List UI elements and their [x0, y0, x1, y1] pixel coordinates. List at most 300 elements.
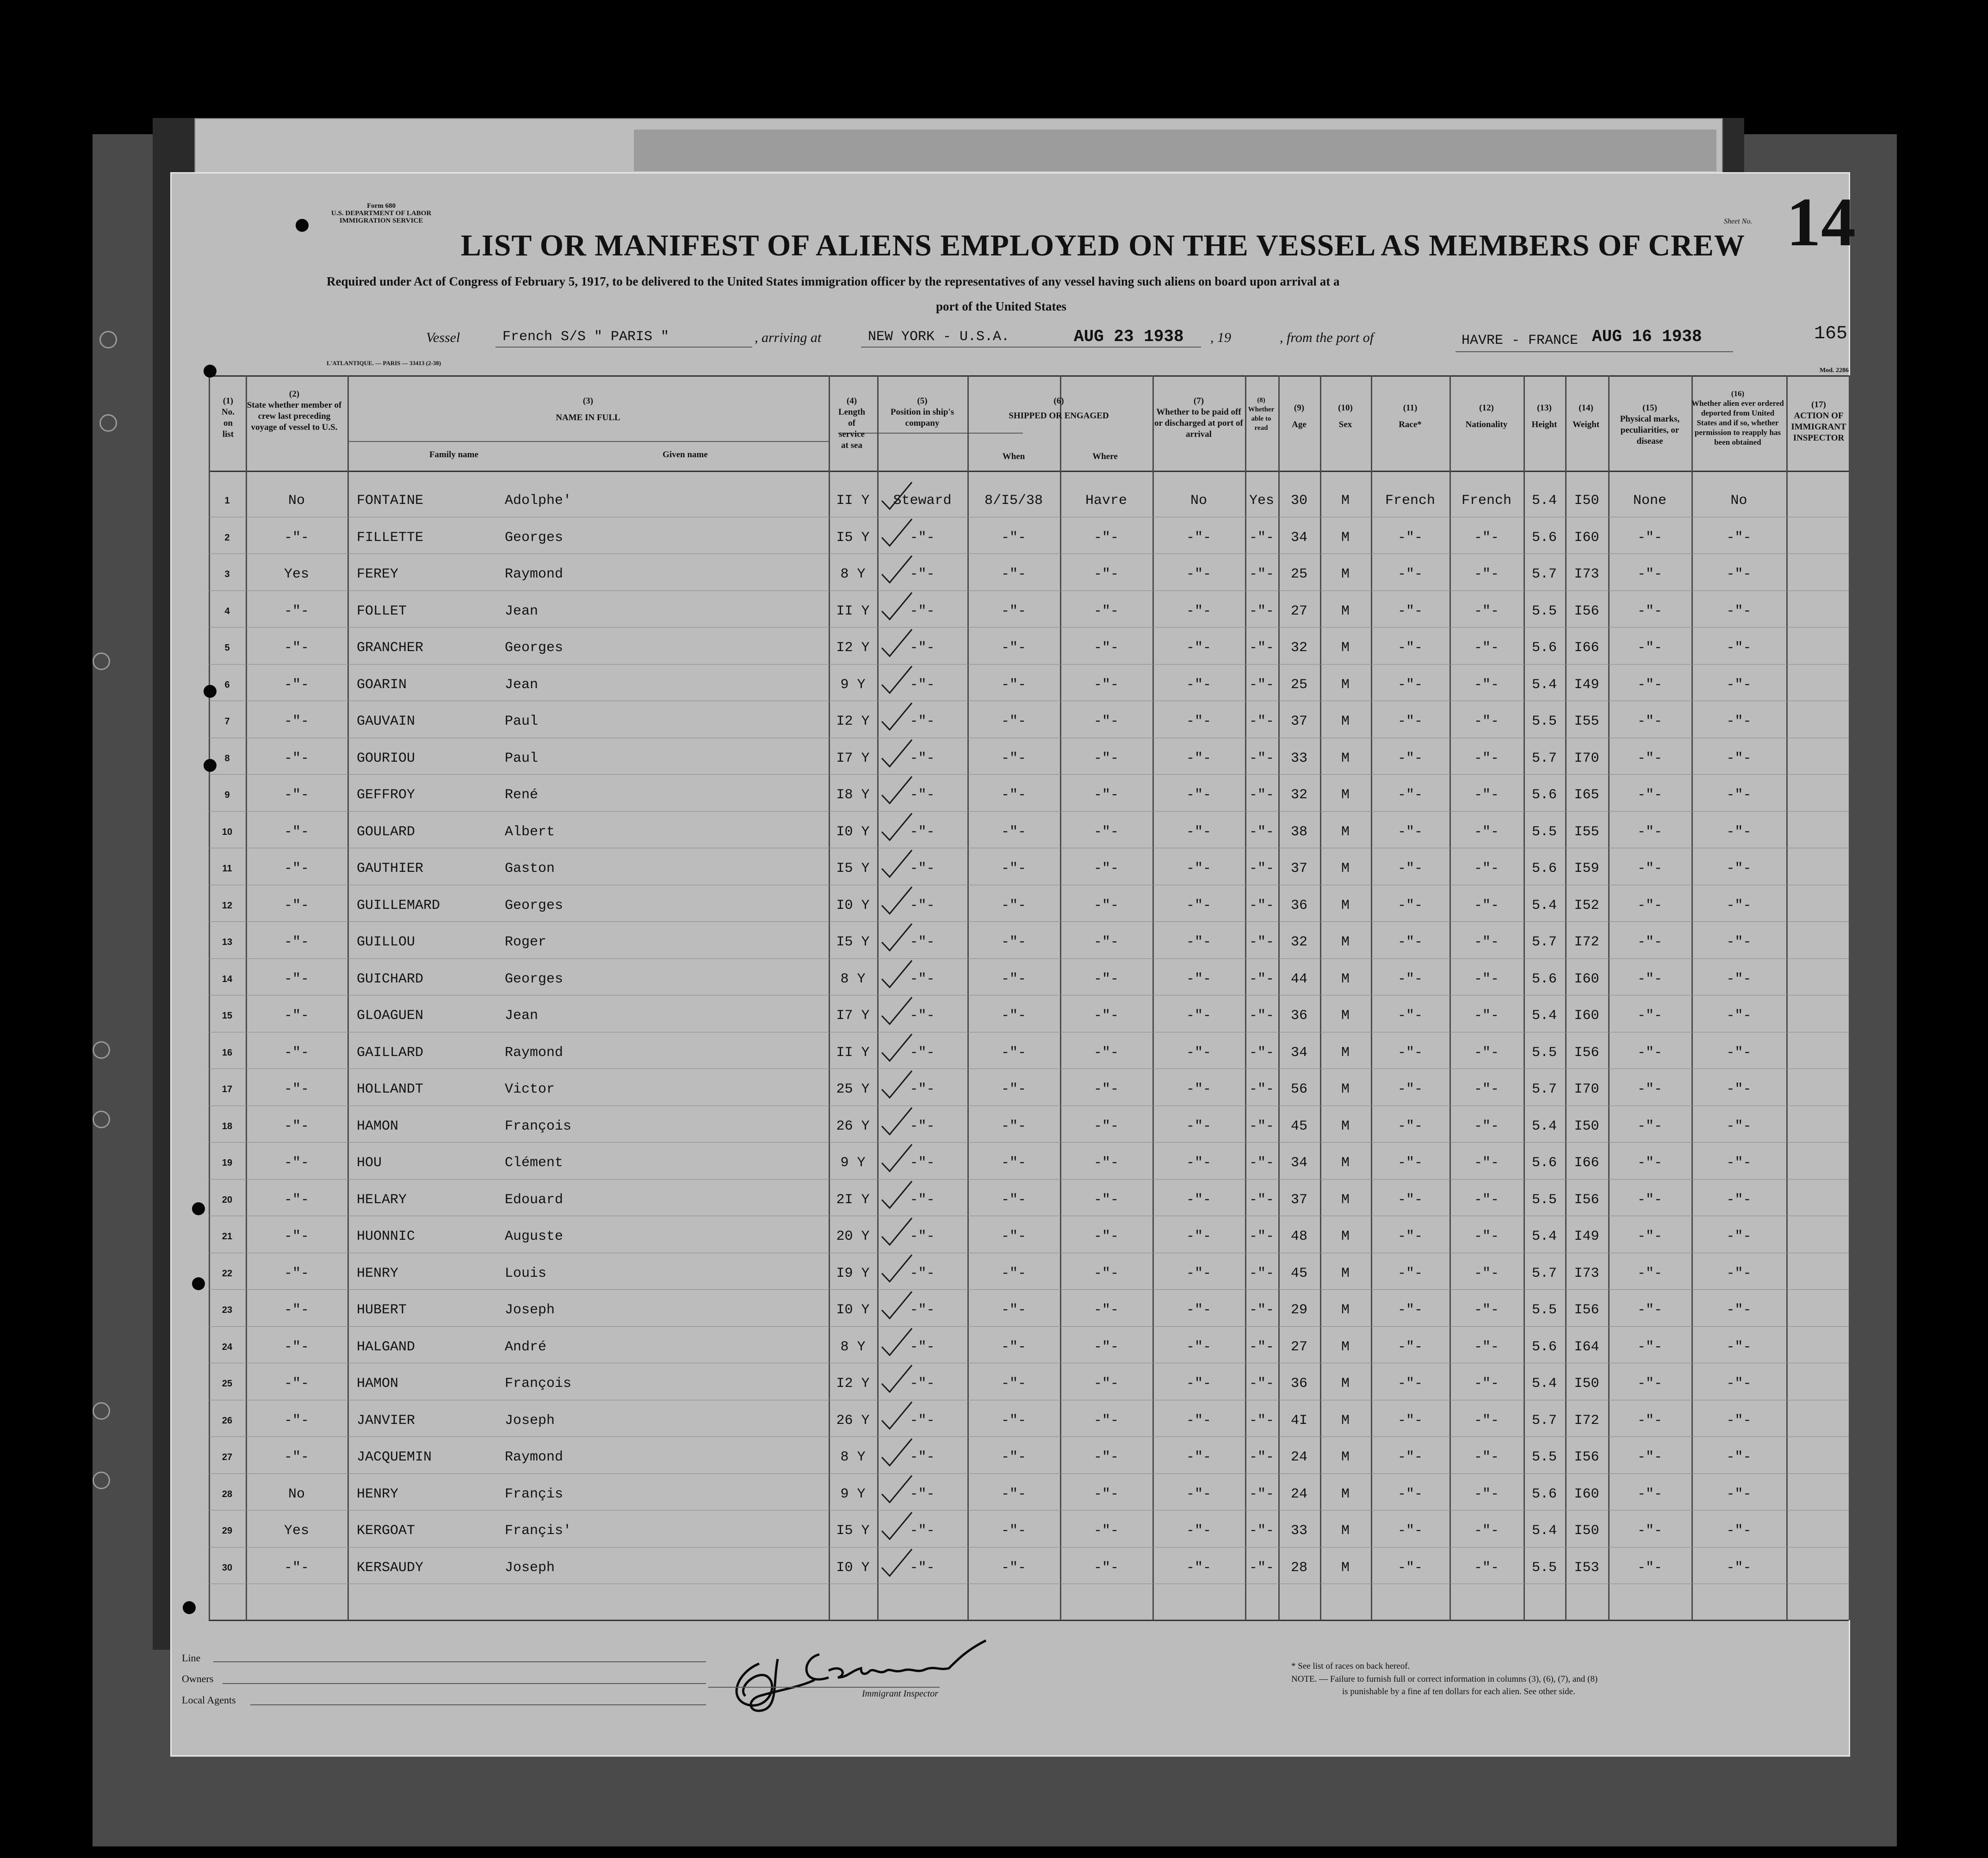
- cell-position: -"-: [910, 1302, 935, 1318]
- cell-prev: -"-: [284, 1155, 309, 1171]
- cell-race: -"-: [1397, 750, 1423, 766]
- cell-marks: -"-: [1637, 934, 1662, 950]
- cell-sex: M: [1341, 1081, 1350, 1097]
- check-mark: [882, 1181, 912, 1208]
- cell-sex: M: [1341, 493, 1350, 509]
- cell-read: -"-: [1249, 529, 1274, 546]
- check-mark: [882, 1144, 912, 1171]
- col6b-header: Where: [1092, 452, 1118, 461]
- cell-read: -"-: [1249, 1449, 1274, 1465]
- cell-age: 30: [1290, 493, 1307, 509]
- cell-weight: I73: [1574, 1265, 1599, 1281]
- cell-given: Louis: [505, 1265, 547, 1281]
- cell-prev: Yes: [284, 566, 309, 582]
- cell-sex: M: [1341, 1008, 1350, 1024]
- cell-deported: -"-: [1726, 787, 1752, 803]
- col17-header: (17) ACTION OF IMMIGRANT INSPECTOR: [1791, 400, 1846, 443]
- cell-family: HOU: [357, 1155, 382, 1171]
- cell-deported: -"-: [1726, 1155, 1752, 1171]
- cell-service: I2 Y: [836, 1376, 870, 1392]
- cell-paid: -"-: [1186, 1265, 1211, 1281]
- cell-nat: -"-: [1474, 934, 1499, 950]
- cell-weight: I50: [1574, 1376, 1599, 1392]
- arriving-label: , arriving at: [755, 330, 822, 345]
- cell-service: 26 Y: [836, 1412, 870, 1429]
- cell-n: 19: [222, 1158, 233, 1168]
- cell-age: 32: [1290, 640, 1307, 656]
- cell-where: -"-: [1093, 750, 1119, 766]
- cell-family: HENRY: [357, 1486, 399, 1502]
- cell-marks: -"-: [1637, 787, 1662, 803]
- cell-prev: -"-: [284, 1081, 309, 1097]
- cell-marks: -"-: [1637, 1339, 1662, 1355]
- check-mark: [882, 482, 912, 509]
- cell-race: -"-: [1397, 1339, 1423, 1355]
- cell-age: 33: [1290, 750, 1307, 766]
- cell-family: GOURIOU: [357, 750, 415, 766]
- cell-sex: M: [1341, 1376, 1350, 1392]
- cell-where: -"-: [1093, 1449, 1119, 1465]
- cell-n: 22: [222, 1268, 233, 1279]
- cell-deported: -"-: [1726, 1486, 1752, 1502]
- cell-weight: I50: [1574, 1523, 1599, 1539]
- cell-prev: -"-: [284, 750, 309, 766]
- cell-race: -"-: [1397, 1302, 1423, 1318]
- col12-header: (12) Nationality: [1465, 403, 1508, 429]
- check-mark: [882, 1218, 912, 1245]
- cell-nat: -"-: [1474, 1118, 1499, 1134]
- cell-n: 21: [222, 1231, 233, 1242]
- cell-when: -"-: [1001, 1486, 1026, 1502]
- cell-nat: -"-: [1474, 1339, 1499, 1355]
- cell-family: HUONNIC: [357, 1229, 415, 1244]
- cell-sex: M: [1341, 1192, 1350, 1208]
- cell-where: Havre: [1085, 493, 1127, 509]
- cell-marks: -"-: [1637, 1008, 1662, 1024]
- cell-prev: -"-: [284, 897, 309, 913]
- col6-header: (6) SHIPPED OR ENGAGED: [1009, 396, 1109, 421]
- cell-prev: -"-: [284, 714, 309, 729]
- cell-marks: -"-: [1637, 603, 1662, 619]
- cell-paid: -"-: [1186, 1302, 1211, 1318]
- cell-marks: -"-: [1637, 1265, 1662, 1281]
- cell-marks: -"-: [1637, 1486, 1662, 1502]
- cell-weight: I50: [1574, 493, 1599, 509]
- cell-weight: I49: [1574, 1229, 1599, 1244]
- cell-n: 14: [222, 974, 233, 984]
- col9-header: (9) Age: [1292, 403, 1307, 429]
- cell-age: 48: [1290, 1229, 1307, 1244]
- cell-family: JACQUEMIN: [357, 1449, 432, 1465]
- underlying-sheet-strip: [634, 130, 1716, 171]
- check-mark: [882, 593, 912, 620]
- cell-sex: M: [1341, 677, 1350, 693]
- year-label: , 19: [1210, 330, 1231, 345]
- arrival-date-stamp: AUG 23 1938: [1074, 327, 1184, 346]
- cell-when: -"-: [1001, 603, 1026, 619]
- cell-deported: -"-: [1726, 1118, 1752, 1134]
- check-mark: [882, 1549, 912, 1576]
- cell-read: -"-: [1249, 787, 1274, 803]
- cell-height: 5.7: [1531, 1081, 1557, 1097]
- cell-deported: -"-: [1726, 861, 1752, 876]
- cell-read: -"-: [1249, 971, 1274, 987]
- cell-deported: -"-: [1726, 529, 1752, 546]
- cell-age: 45: [1290, 1118, 1307, 1134]
- cell-n: 12: [222, 900, 233, 911]
- cell-family: GRANCHER: [357, 640, 424, 656]
- cell-prev: -"-: [284, 1560, 309, 1576]
- cell-height: 5.6: [1531, 1339, 1557, 1355]
- cell-service: I2 Y: [836, 640, 870, 656]
- cell-marks: -"-: [1637, 1118, 1662, 1134]
- cell-height: 5.6: [1531, 640, 1557, 656]
- cell-age: 56: [1290, 1081, 1307, 1097]
- cell-n: 2: [224, 532, 230, 543]
- cell-where: -"-: [1093, 1008, 1119, 1024]
- cell-service: 8 Y: [840, 971, 866, 987]
- cell-nat: -"-: [1474, 603, 1499, 619]
- cell-marks: -"-: [1637, 566, 1662, 582]
- cell-sex: M: [1341, 824, 1350, 840]
- cell-when: -"-: [1001, 897, 1026, 913]
- check-mark: [882, 1255, 912, 1282]
- cell-position: -"-: [910, 1523, 935, 1539]
- cell-read: -"-: [1249, 1302, 1274, 1318]
- cell-weight: I64: [1574, 1339, 1599, 1355]
- cell-prev: -"-: [284, 1008, 309, 1024]
- cell-given: Raymond: [505, 1449, 564, 1465]
- cell-paid: -"-: [1186, 1192, 1211, 1208]
- cell-height: 5.4: [1531, 677, 1557, 693]
- cell-deported: -"-: [1726, 1302, 1752, 1318]
- cell-service: II Y: [836, 603, 870, 619]
- cell-height: 5.6: [1531, 861, 1557, 876]
- form-mod: Mod. 2286: [1820, 367, 1849, 374]
- cell-position: -"-: [910, 677, 935, 693]
- manifest-sheet: [170, 172, 1856, 1757]
- cell-nat: -"-: [1474, 750, 1499, 766]
- cell-position: -"-: [910, 1449, 935, 1465]
- cell-family: GUILLEMARD: [357, 897, 440, 913]
- cell-race: -"-: [1397, 603, 1423, 619]
- cell-when: -"-: [1001, 1081, 1026, 1097]
- cell-weight: I70: [1574, 1081, 1599, 1097]
- cell-nat: French: [1461, 493, 1512, 509]
- cell-given: Albert: [505, 824, 555, 840]
- cell-n: 8: [224, 753, 230, 764]
- cell-position: -"-: [910, 787, 935, 803]
- col10-header: (10) Sex: [1338, 403, 1353, 429]
- cell-read: Yes: [1249, 493, 1274, 509]
- cell-race: -"-: [1397, 1486, 1423, 1502]
- cell-service: 9 Y: [840, 1155, 866, 1171]
- from-port-label: , from the port of: [1280, 330, 1374, 345]
- cell-where: -"-: [1093, 603, 1119, 619]
- cell-position: -"-: [910, 934, 935, 950]
- cell-given: Georges: [505, 971, 564, 987]
- cell-height: 5.5: [1531, 1449, 1557, 1465]
- cell-height: 5.6: [1531, 971, 1557, 987]
- cell-height: 5.5: [1531, 603, 1557, 619]
- check-mark: [882, 1402, 912, 1429]
- cell-when: -"-: [1001, 1008, 1026, 1024]
- cell-paid: -"-: [1186, 934, 1211, 950]
- cell-n: 9: [224, 790, 230, 800]
- cell-when: -"-: [1001, 1155, 1026, 1171]
- cell-race: -"-: [1397, 1044, 1423, 1061]
- cell-height: 5.5: [1531, 824, 1557, 840]
- cell-family: FEREY: [357, 566, 399, 582]
- cell-marks: -"-: [1637, 1192, 1662, 1208]
- cell-age: 24: [1290, 1486, 1307, 1502]
- cell-service: I9 Y: [836, 1265, 870, 1281]
- cell-sex: M: [1341, 1265, 1350, 1281]
- binder-ring: [93, 1041, 110, 1059]
- cell-read: -"-: [1249, 1265, 1274, 1281]
- cell-sex: M: [1341, 787, 1350, 803]
- cell-deported: -"-: [1726, 1376, 1752, 1392]
- cell-where: -"-: [1093, 1486, 1119, 1502]
- cell-sex: M: [1341, 750, 1350, 766]
- cell-age: 32: [1290, 934, 1307, 950]
- cell-sex: M: [1341, 971, 1350, 987]
- cell-age: 28: [1290, 1560, 1307, 1576]
- cell-height: 5.5: [1531, 714, 1557, 729]
- check-mark: [882, 629, 912, 656]
- cell-marks: -"-: [1637, 1155, 1662, 1171]
- cell-marks: -"-: [1637, 861, 1662, 876]
- cell-prev: No: [288, 493, 305, 509]
- races-note: * See list of races on back hereof.: [1291, 1661, 1410, 1671]
- cell-nat: -"-: [1474, 1486, 1499, 1502]
- cell-weight: I55: [1574, 824, 1599, 840]
- cell-where: -"-: [1093, 529, 1119, 546]
- cell-weight: I72: [1574, 934, 1599, 950]
- cell-deported: -"-: [1726, 1229, 1752, 1244]
- cell-read: -"-: [1249, 824, 1274, 840]
- cell-family: GAUTHIER: [357, 861, 424, 876]
- cell-marks: -"-: [1637, 1229, 1662, 1244]
- cell-deported: -"-: [1726, 1412, 1752, 1429]
- cell-where: -"-: [1093, 1118, 1119, 1134]
- cell-family: GUICHARD: [357, 971, 424, 987]
- cell-where: -"-: [1093, 971, 1119, 987]
- cell-family: HENRY: [357, 1265, 399, 1281]
- cell-read: -"-: [1249, 897, 1274, 913]
- cell-family: JANVIER: [357, 1412, 415, 1429]
- cell-where: -"-: [1093, 1560, 1119, 1576]
- cell-given: Jean: [505, 1008, 539, 1024]
- cell-race: French: [1385, 493, 1436, 509]
- cell-family: GLOAGUEN: [357, 1008, 424, 1024]
- cell-deported: -"-: [1726, 1560, 1752, 1576]
- cell-weight: I65: [1574, 787, 1599, 803]
- cell-weight: I53: [1574, 1560, 1599, 1576]
- cell-where: -"-: [1093, 1229, 1119, 1244]
- cell-weight: I56: [1574, 1302, 1599, 1318]
- cell-when: -"-: [1001, 1229, 1026, 1244]
- cell-n: 30: [222, 1562, 233, 1573]
- cell-deported: -"-: [1726, 934, 1752, 950]
- cell-paid: -"-: [1186, 824, 1211, 840]
- cell-sex: M: [1341, 714, 1350, 729]
- cell-nat: -"-: [1474, 1081, 1499, 1097]
- cell-position: -"-: [910, 1339, 935, 1355]
- owners-label: Owners: [182, 1673, 214, 1684]
- cell-height: 5.5: [1531, 1302, 1557, 1318]
- punch-hole: [192, 1202, 205, 1215]
- cell-prev: -"-: [284, 1192, 309, 1208]
- cell-paid: -"-: [1186, 1412, 1211, 1429]
- cell-paid: -"-: [1186, 1008, 1211, 1024]
- col2-header: (2) State whether member of crew last preceding voyage of vessel to U.S.: [247, 389, 342, 432]
- cell-prev: -"-: [284, 824, 309, 840]
- check-mark: [882, 556, 912, 583]
- cell-position: -"-: [910, 1412, 935, 1429]
- cell-weight: I59: [1574, 861, 1599, 876]
- cell-where: -"-: [1093, 1081, 1119, 1097]
- cell-weight: I60: [1574, 971, 1599, 987]
- cell-when: -"-: [1001, 750, 1026, 766]
- cell-n: 28: [222, 1489, 233, 1499]
- punch-hole: [204, 759, 217, 772]
- cell-race: -"-: [1397, 714, 1423, 729]
- cell-when: -"-: [1001, 529, 1026, 546]
- punch-hole: [204, 365, 217, 378]
- cell-weight: I70: [1574, 750, 1599, 766]
- cell-deported: -"-: [1726, 1192, 1752, 1208]
- cell-service: I0 Y: [836, 1560, 870, 1576]
- cell-given: Jean: [505, 603, 539, 619]
- cell-read: -"-: [1249, 1560, 1274, 1576]
- cell-marks: -"-: [1637, 824, 1662, 840]
- cell-race: -"-: [1397, 1412, 1423, 1429]
- cell-nat: -"-: [1474, 529, 1499, 546]
- cell-service: 8 Y: [840, 1339, 866, 1355]
- cell-deported: -"-: [1726, 714, 1752, 729]
- cell-n: 25: [222, 1379, 233, 1389]
- cell-when: -"-: [1001, 1376, 1026, 1392]
- cell-paid: -"-: [1186, 1523, 1211, 1539]
- cell-given: François: [505, 1118, 572, 1134]
- cell-where: -"-: [1093, 934, 1119, 950]
- fine-note-line-1: NOTE. — Failure to furnish full or correct information in columns (3), (6), (7), and (8): [1291, 1674, 1598, 1684]
- cell-marks: -"-: [1637, 750, 1662, 766]
- cell-age: 37: [1290, 1192, 1307, 1208]
- cell-paid: -"-: [1186, 1376, 1211, 1392]
- cell-when: -"-: [1001, 1412, 1026, 1429]
- cell-nat: -"-: [1474, 1560, 1499, 1576]
- cell-age: 44: [1290, 971, 1307, 987]
- cell-service: I5 Y: [836, 529, 870, 546]
- col14-header: (14) Weight: [1572, 403, 1600, 429]
- check-mark: [882, 1512, 912, 1539]
- cell-marks: -"-: [1637, 971, 1662, 987]
- inspector-label: Immigrant Inspector: [862, 1689, 938, 1699]
- check-mark: [882, 740, 912, 767]
- cell-race: -"-: [1397, 1523, 1423, 1539]
- cell-height: 5.6: [1531, 1155, 1557, 1171]
- cell-where: -"-: [1093, 1192, 1119, 1208]
- cell-read: -"-: [1249, 1523, 1274, 1539]
- cell-service: 8 Y: [840, 566, 866, 582]
- cell-height: 5.4: [1531, 1008, 1557, 1024]
- cell-age: 24: [1290, 1449, 1307, 1465]
- cell-paid: -"-: [1186, 529, 1211, 546]
- cell-marks: -"-: [1637, 897, 1662, 913]
- cell-service: II Y: [836, 1044, 870, 1061]
- cell-n: 17: [222, 1084, 233, 1094]
- cell-given: Georges: [505, 640, 564, 656]
- cell-position: -"-: [910, 1376, 935, 1392]
- cell-service: 8 Y: [840, 1449, 866, 1465]
- cell-marks: -"-: [1637, 1302, 1662, 1318]
- local-agents-label: Local Agents: [182, 1694, 236, 1706]
- cell-nat: -"-: [1474, 1229, 1499, 1244]
- cell-given: Françis': [505, 1523, 572, 1539]
- cell-race: -"-: [1397, 971, 1423, 987]
- cell-position: -"-: [910, 1560, 935, 1576]
- cell-read: -"-: [1249, 1081, 1274, 1097]
- cell-age: 37: [1290, 861, 1307, 876]
- cell-race: -"-: [1397, 566, 1423, 582]
- cell-position: -"-: [910, 529, 935, 546]
- cell-given: André: [505, 1339, 547, 1355]
- cell-prev: -"-: [284, 1376, 309, 1392]
- cell-weight: I66: [1574, 640, 1599, 656]
- cell-read: -"-: [1249, 1155, 1274, 1171]
- cell-height: 5.6: [1531, 1486, 1557, 1502]
- cell-n: 23: [222, 1305, 233, 1315]
- cell-weight: I60: [1574, 1008, 1599, 1024]
- cell-height: 5.7: [1531, 566, 1557, 582]
- cell-where: -"-: [1093, 897, 1119, 913]
- cell-where: -"-: [1093, 1376, 1119, 1392]
- cell-weight: I72: [1574, 1412, 1599, 1429]
- cell-deported: -"-: [1726, 566, 1752, 582]
- cell-nat: -"-: [1474, 1449, 1499, 1465]
- cell-paid: -"-: [1186, 677, 1211, 693]
- service: IMMIGRATION SERVICE: [339, 217, 423, 224]
- cell-family: GOARIN: [357, 677, 407, 693]
- cell-height: 5.6: [1531, 529, 1557, 546]
- cell-age: 45: [1290, 1265, 1307, 1281]
- cell-deported: -"-: [1726, 897, 1752, 913]
- cell-sex: M: [1341, 1044, 1350, 1061]
- cell-nat: -"-: [1474, 640, 1499, 656]
- cell-prev: -"-: [284, 971, 309, 987]
- cell-prev: -"-: [284, 1118, 309, 1134]
- cell-n: 10: [222, 826, 233, 837]
- cell-height: 5.4: [1531, 1229, 1557, 1244]
- cell-weight: I50: [1574, 1118, 1599, 1134]
- col4-header: (4) Length of service at sea: [838, 396, 866, 450]
- check-mark: [882, 666, 912, 693]
- cell-weight: I49: [1574, 677, 1599, 693]
- cell-n: 6: [224, 679, 230, 690]
- cell-where: -"-: [1093, 861, 1119, 876]
- col1-header: (1) No. on list: [222, 396, 235, 439]
- cell-age: 36: [1290, 1376, 1307, 1392]
- cell-paid: -"-: [1186, 897, 1211, 913]
- punch-hole: [204, 685, 217, 698]
- cell-deported: -"-: [1726, 1339, 1752, 1355]
- cell-age: 32: [1290, 787, 1307, 803]
- cell-given: Joseph: [505, 1302, 555, 1318]
- check-mark: [882, 997, 912, 1024]
- cell-given: Joseph: [505, 1412, 555, 1429]
